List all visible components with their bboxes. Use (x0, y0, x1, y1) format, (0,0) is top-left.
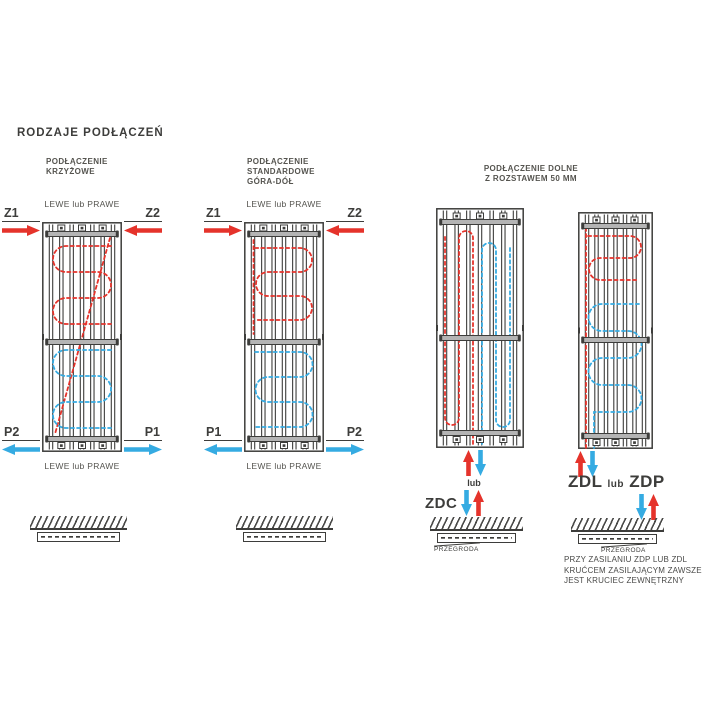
port-label: P1 (124, 426, 162, 441)
return-arrow-icon (326, 442, 364, 460)
section-heading-standard (247, 157, 315, 187)
supply-arrow-icon (326, 223, 364, 241)
supply-arrow-icon (204, 223, 242, 241)
radiator-cross-diagram (42, 222, 122, 457)
heading-line: STANDARDOWE (247, 167, 315, 176)
rad2-top-note: LEWE lub PRAWE (246, 199, 322, 209)
rad1-top-note: LEWE lub PRAWE (44, 199, 120, 209)
lub-text: lub (607, 479, 624, 490)
note-line: KRUĆCEM ZASILAJĄCYM ZAWSZE (564, 565, 702, 575)
hatch-pattern (30, 516, 127, 530)
supply-arrow-icon (124, 223, 162, 241)
port-label: Z2 (124, 207, 162, 222)
rad1-port-z1 (2, 207, 40, 241)
wall-partition-zdc (430, 517, 523, 553)
rad1-port-z2 (124, 207, 162, 241)
supply-arrow-icon (463, 450, 474, 481)
port-label: Z2 (326, 207, 364, 222)
radiator-standard-diagram (244, 222, 324, 457)
heading-line: PODŁĄCZENIE (247, 157, 309, 166)
mounting-slab (37, 532, 120, 542)
section-heading-bottom50 (431, 164, 631, 184)
partition-label: PRZEGRODA (434, 546, 479, 553)
heading-line: KRZYŻOWE (46, 167, 95, 176)
heading-line: PODŁĄCZENIE DOLNE (483, 164, 579, 173)
note-line: JEST KRUCIEC ZEWNĘTRZNY (564, 576, 685, 585)
port-label: P1 (204, 426, 242, 441)
wall-partition-zdl (571, 518, 664, 554)
zdl-text: ZDL (568, 472, 603, 491)
return-arrow-icon (204, 442, 242, 460)
rad2-port-p2 (326, 426, 364, 460)
radiator-zdc-diagram (436, 208, 524, 453)
rad2-port-z1 (204, 207, 242, 241)
rad2-port-p1 (204, 426, 242, 460)
hatch-pattern (236, 516, 333, 530)
heading-line: GÓRA-DÓŁ (247, 177, 294, 186)
return-arrow-icon (475, 450, 486, 481)
port-label: Z1 (204, 207, 242, 222)
partition-label: PRZEGRODA (601, 547, 646, 554)
return-arrow-icon (124, 442, 162, 460)
mounting-slab (243, 532, 326, 542)
hatch-pattern (430, 517, 523, 531)
hatch-pattern (571, 518, 664, 532)
zdp-text: ZDP (629, 472, 665, 491)
rad1-port-p1 (124, 426, 162, 460)
wall-partition (30, 516, 127, 542)
zdc-label: ZDC (425, 495, 458, 512)
note-text (564, 555, 720, 587)
rad1-bottom-note: LEWE lub PRAWE (44, 461, 120, 471)
supply-arrow-icon (2, 223, 40, 241)
note-line: PRZY ZASILANIU ZDP LUB ZDL (564, 555, 688, 564)
rad2-bottom-note: LEWE lub PRAWE (246, 461, 322, 471)
zdc-connection-pair-1 (463, 450, 486, 481)
section-heading-cross (46, 157, 108, 177)
zdc-or-label: lub (467, 478, 481, 488)
rad2-port-z2 (326, 207, 364, 241)
page-title: RODZAJE PODŁĄCZEŃ (17, 127, 164, 139)
wall-partition (236, 516, 333, 542)
heading-line: Z ROZSTAWEM 50 MM (485, 174, 577, 183)
heading-line: PODŁĄCZENIE (46, 157, 108, 166)
zdl-zdp-label (568, 472, 665, 492)
port-label: P2 (326, 426, 364, 441)
return-arrow-icon (2, 442, 40, 460)
port-label: Z1 (2, 207, 40, 222)
rad1-port-p2 (2, 426, 40, 460)
port-label: P2 (2, 426, 40, 441)
radiator-zdl-diagram (578, 212, 653, 454)
mounting-slab (437, 533, 516, 543)
